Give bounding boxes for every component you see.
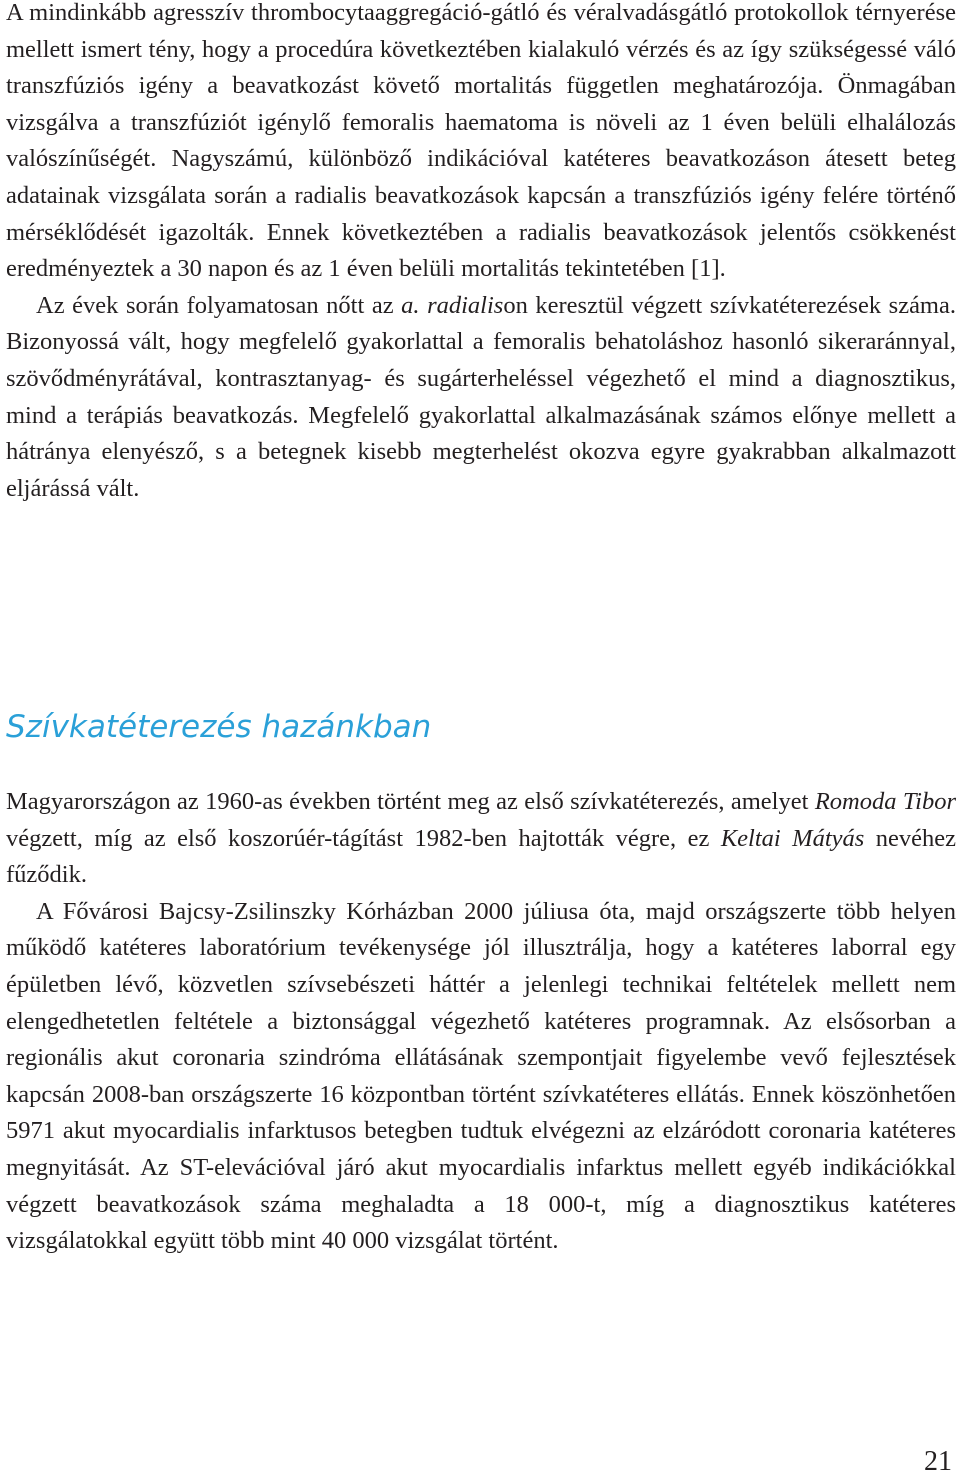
person-name-romoda: Romoda Tibor — [814, 788, 956, 815]
intro-paragraph-1: A mindinkább agresszív thrombocytaaggregáció-gátló és véralvadásgátló protokollok térnyerése mellett ismert tény, hogy a procedúra következtében kialakuló vérzés és az így szükségessé váló transzfúziós igény a beavatkozást követő mortalitás független meghatározója. Önmagában vizsgálva a transzfúziót igénylő femoralis haematoma is növeli az 1 éven belüli elhalálozás valószínűségét. Nagyszámú, különböző indikációval katéteres beavatkozáson átesett beteg adatainak vizsgálata során a radialis beavatkozások kapcsán a transzfúziós igény felére történő mérséklődését igazolták. Ennek következtében a radialis beavatkozások jelentős csökkenést eredményeztek a 30 napon és az 1 éven belüli mortalitás tekintetében [1]. — [6, 0, 956, 283]
intro-paragraph-2-start: Az évek során folyamatosan nőtt az — [36, 291, 402, 319]
person-name-keltai: Keltai Mátyás — [720, 824, 865, 852]
intro-text-block — [6, 0, 956, 507]
intro-paragraph-2 — [6, 288, 956, 508]
section-paragraph-1-part-c: nevéhez fűződik. — [6, 824, 956, 889]
section-paragraph-1 — [6, 784, 956, 894]
intro-paragraph-2-rest: on keresztül végzett szívkatéterezések száma. Bizonyossá vált, hogy megfelelő gyakorlattal a femoralis behatoláshoz hasonló sikeraránnyal, szövődményrátával, kontrasztanyag- és sugárterheléssel végezhető el mind a diagnosztikus, mind a terápiás beavatkozás. Megfelelő gyakorlattal alkalmazásának számos előnye mellett a hátránya elenyésző, s a betegnek kisebb megterhelést okozva egyre gyakrabban alkalmazott eljárássá vált. — [6, 291, 956, 502]
section-paragraph-1-part-b: végzett, míg az első koszorúér-tágítást 1982-ben hajtották végre, ez — [6, 824, 721, 852]
section-heading: Szívkatéterezés hazánkban — [6, 709, 432, 745]
intro-paragraph-2-italic: a. radialis — [401, 291, 504, 319]
section-paragraph-1-part-a: Magyarországon az 1960-as években történt meg az első szívkatéterezés, amelyet — [6, 788, 815, 815]
section-text-block — [6, 784, 956, 1260]
section-paragraph-2: A Fővárosi Bajcsy-Zsilinszky Kórházban 2000 júliusa óta, majd országszerte több helyen működő katéteres laboratórium tevékenysége jól illusztrálja, hogy a katéteres laborral egy épületben lévő, közvetlen szívsebészeti háttér a jelenlegi technikai feltételek mellett nem elengedhetetlen feltétele a biztonsággal végezhető katéteres programnak. Az elsősorban a regionális akut coronaria szindróma ellátásának szempontjait figyelembe vevő fejlesztések kapcsán 2008-ban országszerte 16 központban történt szívkatéteres ellátás. Ennek köszönhetően 5971 akut myocardialis infarktusos betegben tudtuk elvégezni az elzáródott coronaria katéteres megnyitását. Az ST-elevációval járó akut myocardialis infarktus mellett egyéb indikációkkal végzett beavatkozások száma meghaladta a 18 000-t, míg a diagnosztikus katéteres vizsgálatokkal együtt több mint 40 000 vizsgálat történt. — [6, 897, 956, 1255]
page-number: 21 — [924, 1446, 952, 1477]
